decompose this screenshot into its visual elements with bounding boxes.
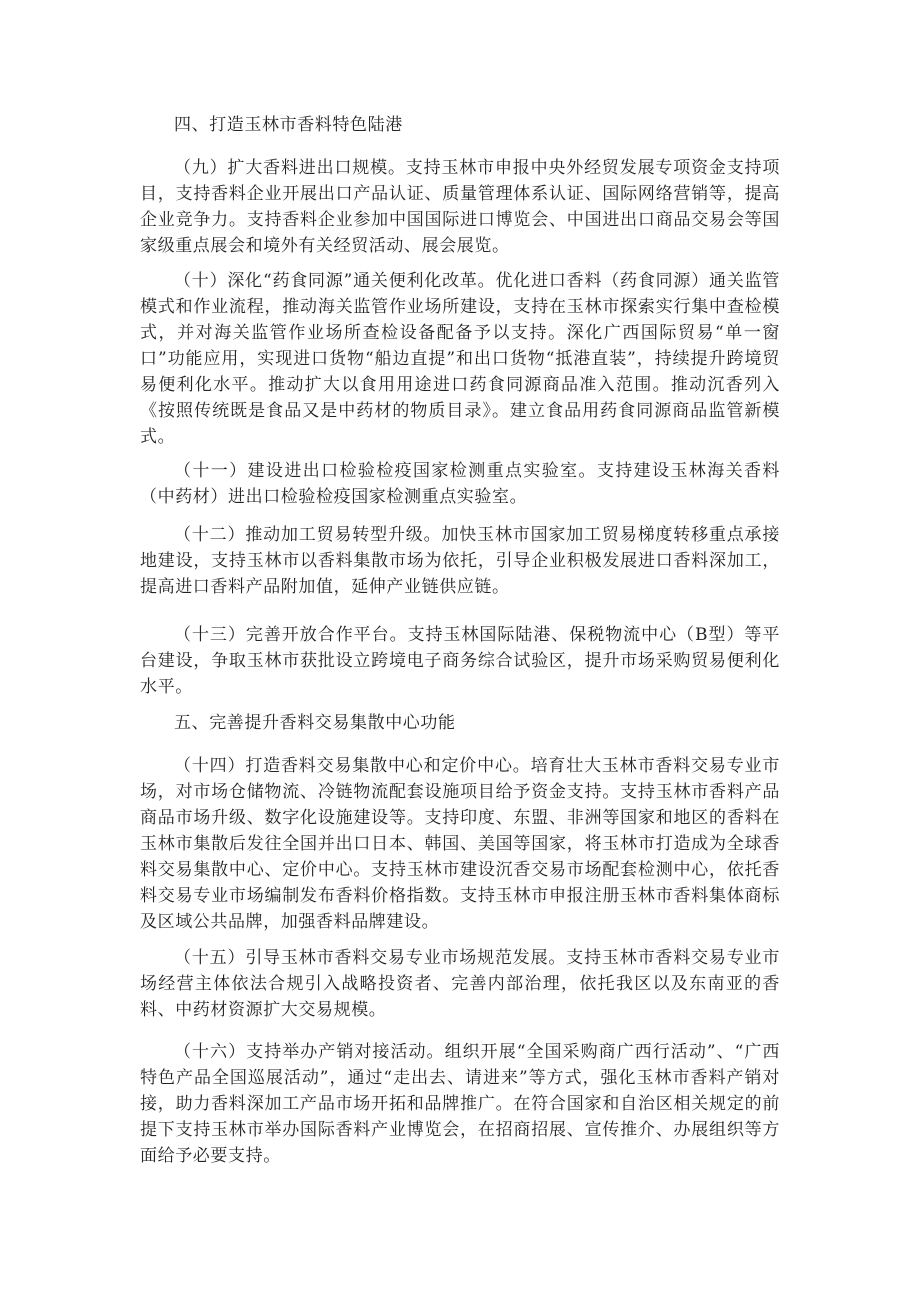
section-heading-4: 四、打造玉林市香料特色陆港	[174, 115, 403, 135]
paragraph-15: （十五）引导玉林市香料交易专业市场规范发展。支持玉林市香料交易专业市场经营主体依法合规引入战略投资者、完善内部治理，依托我区以及东南亚的香料、中药材资源扩大交易规模。	[140, 948, 780, 1020]
paragraph-10: （十）深化“药食同源”通关便利化改革。优化进口香料（药食同源）通关监管模式和作业流程，推动海关监管作业场所建设，支持在玉林市探索实行集中查检模式，并对海关监管作业场所查检设备配备予以支持。深化广西国际贸易“单一窗口”功能应用，实现进口货物“船边直提”和出口货物“抵港直装”，持续提升跨境贸易便利化水平。推动扩大以食用用途进口药食同源商品准入范围。推动沉香列入《按照传统既是食品又是中药材的物质目录》。建立食品用药食同源商品监管新模式。	[140, 271, 780, 447]
paragraph-11: （十一）建设进出口检验检疫国家检测重点实验室。支持建设玉林海关香料（中药材）进出口检验检疫国家检测重点实验室。	[140, 461, 780, 507]
section-heading-5: 五、完善提升香料交易集散中心功能	[174, 713, 456, 733]
paragraph-16: （十六）支持举办产销对接活动。组织开展“全国采购商广西行活动”、“广西特色产品全国巡展活动”，通过“走出去、请进来”等方式，强化玉林市香料产销对接，助力香料深加工产品市场开拓和品牌推广。在符合国家和自治区相关规定的前提下支持玉林市举办国际香料产业博览会，在招商招展、宣传推介、办展组织等方面给予必要支持。	[140, 1042, 780, 1166]
paragraph-13: （十三）完善开放合作平台。支持玉林国际陆港、保税物流中心（B型）等平台建设，争取玉林市获批设立跨境电子商务综合试验区，提升市场采购贸易便利化水平。	[140, 625, 780, 697]
paragraph-12: （十二）推动加工贸易转型升级。加快玉林市国家加工贸易梯度转移重点承接地建设，支持玉林市以香料集散市场为依托，引导企业积极发展进口香料深加工，提高进口香料产品附加值，延伸产业链供应链。	[140, 525, 780, 597]
paragraph-14: （十四）打造香料交易集散中心和定价中心。培育壮大玉林市香料交易专业市场，对市场仓储物流、冷链物流配套设施项目给予资金支持。支持玉林市香料产品商品市场升级、数字化设施建设等。支持印度、东盟、非洲等国家和地区的香料在玉林市集散后发往全国并出口日本、韩国、美国等国家，将玉林市打造成为全球香料交易集散中心、定价中心。支持玉林市建设沉香交易市场配套检测中心，依托香料交易专业市场编制发布香料价格指数。支持玉林市申报注册玉林市香料集体商标及区域公共品牌，加强香料品牌建设。	[140, 756, 780, 932]
paragraph-9: （九）扩大香料进出口规模。支持玉林市申报中央外经贸发展专项资金支持项目，支持香料企业开展出口产品认证、质量管理体系认证、国际网络营销等，提高企业竞争力。支持香料企业参加中国国际进口博览会、中国进出口商品交易会等国家级重点展会和境外有关经贸活动、展会展览。	[140, 158, 780, 256]
